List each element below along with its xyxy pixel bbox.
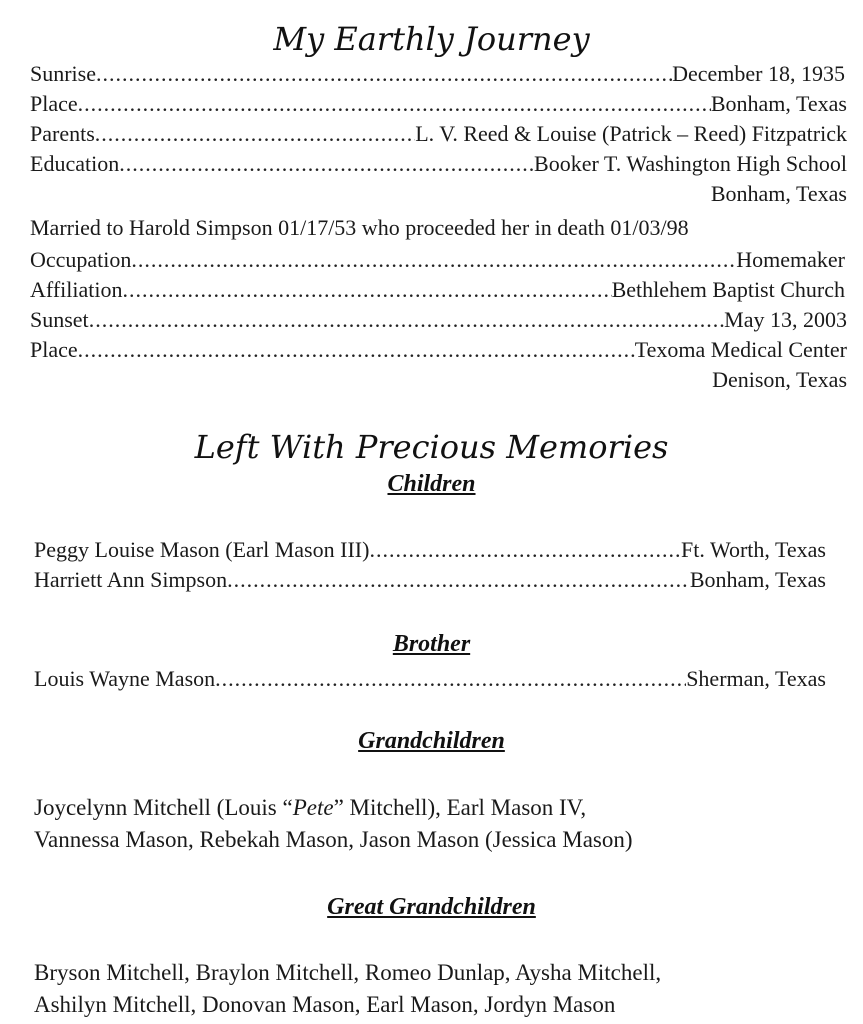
education-city: Bonham, Texas (710, 181, 847, 206)
leader-dots (122, 276, 611, 304)
row-value: Bethlehem Baptist Church (611, 277, 845, 302)
row-value: Bonham, Texas (710, 91, 847, 116)
row-label: Place (30, 91, 78, 116)
journey-row-death-place (30, 336, 847, 364)
row-value: December 18, 1935 (672, 61, 845, 86)
row-value: L. V. Reed & Louise (Patrick – Reed) Fitzpatrick (415, 121, 847, 146)
brother-city: Sherman, Texas (686, 666, 826, 691)
married-line: Married to Harold Simpson 01/17/53 who proceeded her in death 01/03/98 (30, 215, 689, 240)
row-value: May 13, 2003 (724, 307, 847, 332)
grandchildren-text: Joycelynn Mitchell (Louis “ (34, 795, 293, 820)
journey-row-occupation (30, 246, 845, 274)
journey-title: My Earthly Journey (273, 20, 590, 58)
grandchildren-line: Vannessa Mason, Rebekah Mason, Jason Mason (Jessica Mason) (34, 827, 633, 852)
leader-dots (369, 536, 681, 564)
leader-dots (95, 120, 415, 148)
grandchildren-line (34, 792, 633, 824)
row-label: Place (30, 337, 78, 362)
leader-dots (227, 566, 690, 594)
grandchildren-heading: Grandchildren (358, 728, 505, 754)
row-label: Affiliation (30, 277, 123, 302)
children-heading: Children (387, 471, 476, 497)
child-city: Ft. Worth, Texas (681, 537, 826, 562)
nickname: Pete (292, 795, 334, 820)
journey-row-sunrise (30, 60, 845, 88)
journey-row-parents (30, 120, 847, 148)
child-name: Peggy Louise Mason (Earl Mason III) (34, 537, 370, 562)
great-grandchildren-heading: Great Grandchildren (327, 894, 536, 920)
row-label: Occupation (30, 247, 132, 272)
great-grandchildren-list (34, 957, 661, 1021)
grandchildren-text: ” Mitchell), Earl Mason IV, (333, 795, 587, 820)
row-value: Texoma Medical Center (634, 337, 847, 362)
grandchildren-list (34, 792, 633, 856)
row-label: Parents (30, 121, 95, 146)
brother-heading: Brother (392, 631, 471, 657)
leader-dots (119, 150, 534, 178)
row-value: Booker T. Washington High School (534, 151, 847, 176)
child-city: Bonham, Texas (689, 567, 826, 592)
leader-dots (78, 336, 635, 364)
memories-title: Left With Precious Memories (194, 428, 669, 466)
row-label: Sunrise (30, 61, 96, 86)
child-row (34, 566, 826, 594)
great-grandchildren-line: Bryson Mitchell, Braylon Mitchell, Romeo Dunlap, Aysha Mitchell, (34, 960, 662, 985)
sunset-city: Denison, Texas (712, 367, 847, 392)
journey-row-education (30, 150, 847, 178)
leader-dots (78, 90, 711, 118)
child-row (34, 536, 826, 564)
leader-dots (89, 306, 724, 334)
journey-row-place (30, 90, 847, 118)
leader-dots (96, 60, 672, 88)
row-label: Sunset (30, 307, 89, 332)
row-value: Homemaker (736, 247, 845, 272)
journey-row-affiliation (30, 276, 845, 304)
leader-dots (131, 246, 736, 274)
great-grandchildren-line: Ashilyn Mitchell, Donovan Mason, Earl Mason, Jordyn Mason (34, 992, 616, 1017)
brother-row (34, 665, 826, 693)
row-label: Education (30, 151, 120, 176)
child-name: Harriett Ann Simpson (34, 567, 228, 592)
brother-name: Louis Wayne Mason (34, 666, 216, 691)
leader-dots (215, 665, 686, 693)
journey-row-sunset (30, 306, 847, 334)
